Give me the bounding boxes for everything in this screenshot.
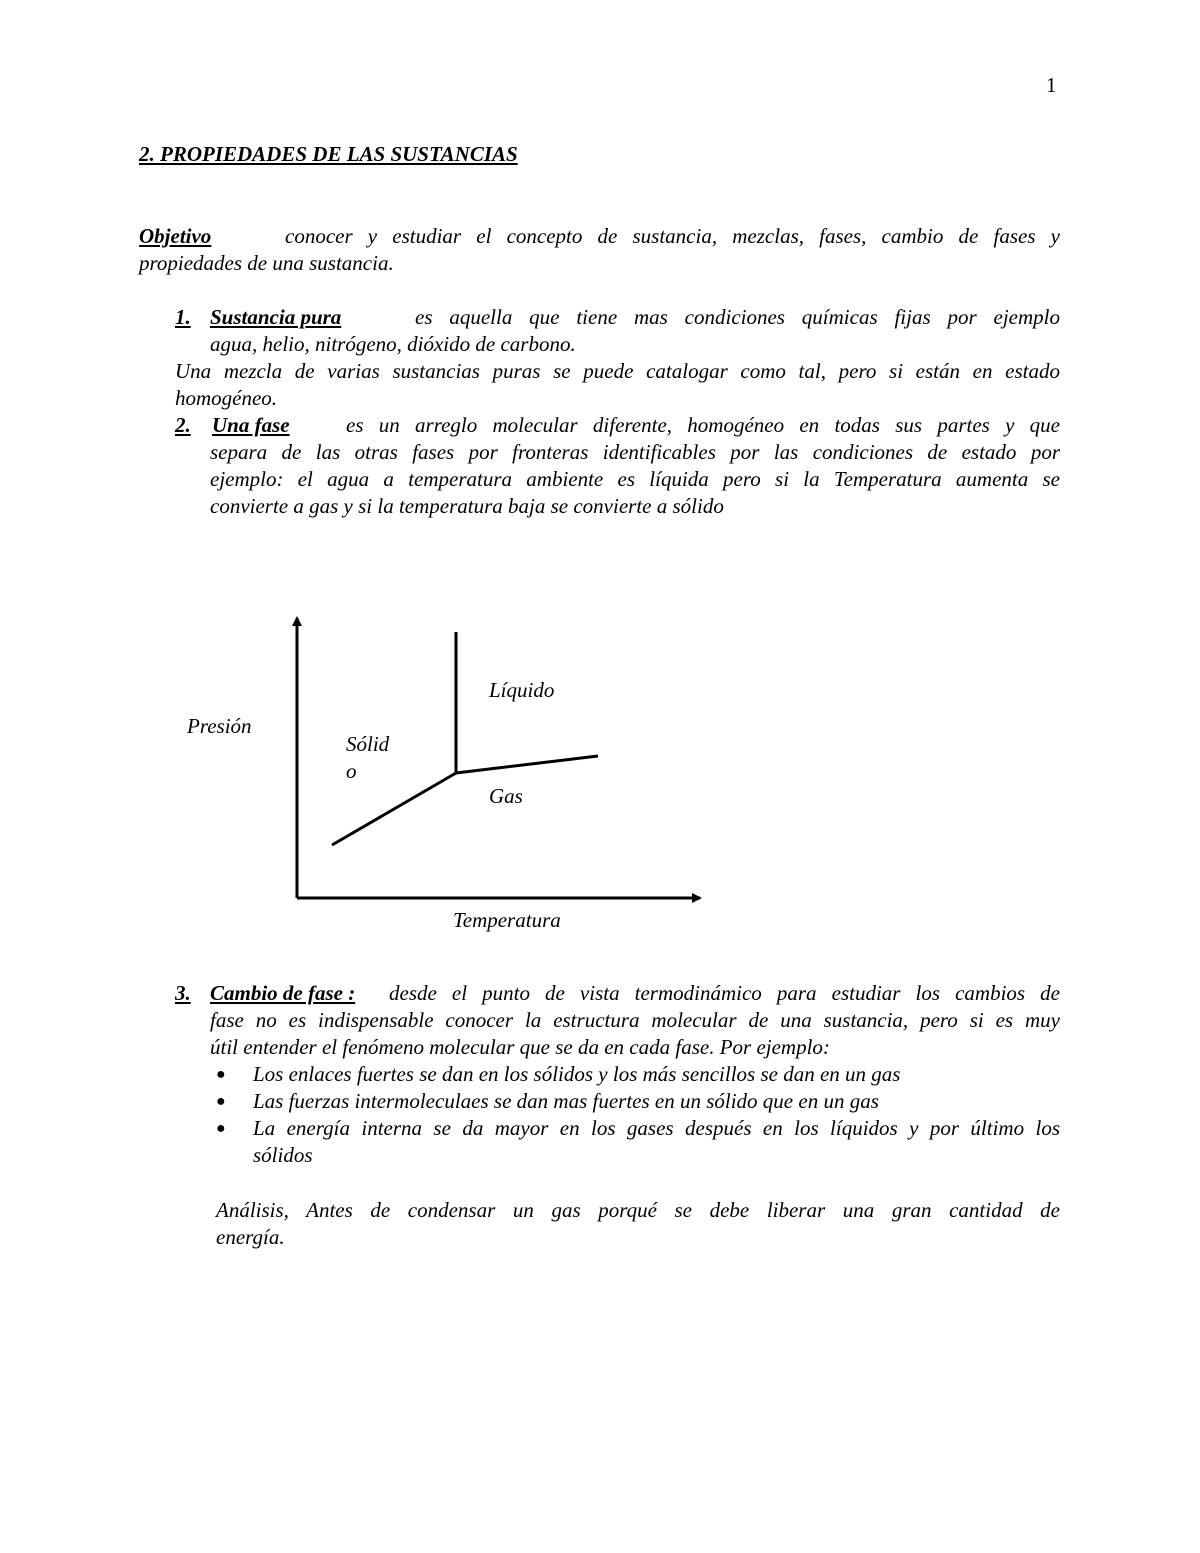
item2-line4: convierte a gas y si la temperatura baja se convierte a sólido <box>210 494 724 518</box>
bullet-item-3-cont: sólidos <box>253 1143 313 1167</box>
item2-term: Una fase <box>212 413 290 437</box>
objective-label: Objetivo <box>139 224 212 248</box>
item2-line2: separa de las otras fases por fronteras identificables por las condiciones de estado por <box>210 440 1060 464</box>
analysis-line1: Análisis, Antes de condensar un gas porqué se debe liberar una gran cantidad de <box>216 1198 1060 1222</box>
objective-text-line1: conocer y estudiar el concepto de sustancia, mezclas, fases, cambio de fases y <box>285 224 1060 248</box>
item3-line2: fase no es indispensable conocer la estructura molecular de una sustancia, pero si es muy <box>210 1008 1060 1032</box>
item3-line1: desde el punto de vista termodinámico para estudiar los cambios de <box>389 981 1060 1005</box>
item3-line3: útil entender el fenómeno molecular que se da en cada fase. Por ejemplo: <box>210 1035 830 1059</box>
region-gas-label: Gas <box>489 784 523 808</box>
item1-line1: es aquella que tiene mas condiciones químicas fijas por ejemplo <box>415 305 1060 329</box>
item2-line3: ejemplo: el agua a temperatura ambiente es líquida pero si la Temperatura aumenta se <box>210 467 1060 491</box>
page-number: 1 <box>1046 73 1057 97</box>
x-axis-label: Temperatura <box>453 908 561 932</box>
item3-term: Cambio de fase : <box>210 981 356 1005</box>
region-solid-label-2: o <box>346 759 357 783</box>
analysis-line2: energía. <box>216 1225 285 1249</box>
item2-line1: es un arreglo molecular diferente, homogéneo en todas sus partes y que <box>346 413 1060 437</box>
region-solid-label-1: Sólid <box>346 732 390 756</box>
y-axis-label: Presión <box>187 714 252 738</box>
item1-number: 1. <box>175 305 191 329</box>
sublimation-line <box>332 773 456 845</box>
item1-note-line2: homogéneo. <box>175 386 278 410</box>
item2-number: 2. <box>175 413 191 437</box>
vaporization-line <box>456 756 598 773</box>
bullet-dot: ● <box>216 1120 226 1137</box>
page-title: 2. PROPIEDADES DE LAS SUSTANCIAS <box>139 142 518 166</box>
objective-text-line2: propiedades de una sustancia. <box>139 251 394 275</box>
item1-line2: agua, helio, nitrógeno, dióxido de carbono. <box>210 332 576 356</box>
item1-term: Sustancia pura <box>210 305 342 329</box>
bullet-item-3: La energía interna se da mayor en los gases después en los líquidos y por último los <box>253 1116 1060 1140</box>
region-liquid-label: Líquido <box>489 678 555 702</box>
item1-note-line1: Una mezcla de varias sustancias puras se puede catalogar como tal, pero si están en estado <box>175 359 1060 383</box>
bullet-item-1: Los enlaces fuertes se dan en los sólidos y los más sencillos se dan en un gas <box>253 1062 901 1086</box>
item3-number: 3. <box>175 981 191 1005</box>
bullet-dot: ● <box>216 1093 226 1110</box>
bullet-item-2: Las fuerzas intermoleculaes se dan mas fuertes en un sólido que en un gas <box>253 1089 879 1113</box>
bullet-dot: ● <box>216 1066 226 1083</box>
